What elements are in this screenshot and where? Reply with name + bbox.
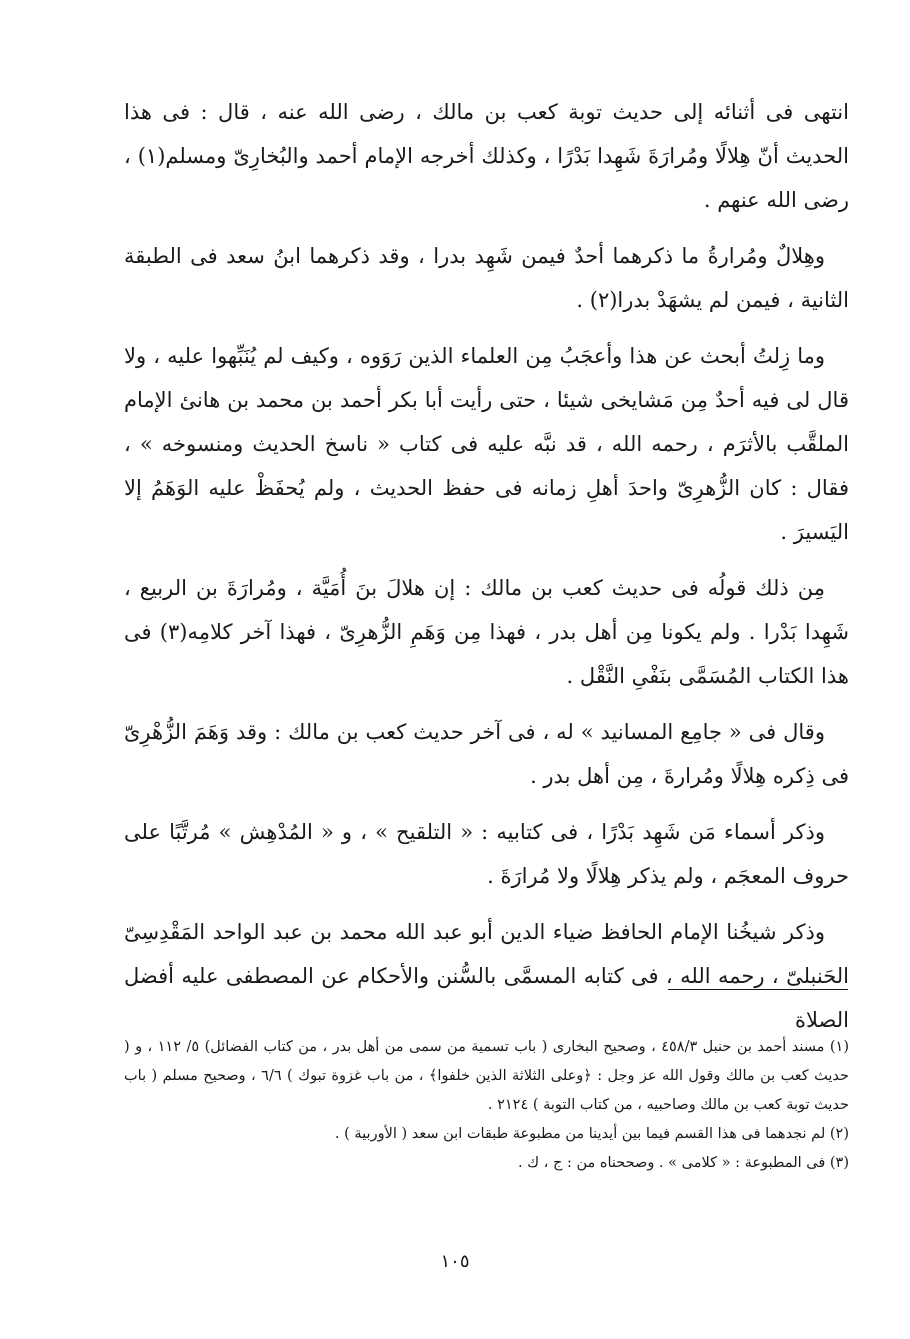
footnote-2: (٢) لم نجدهما فى هذا القسم فيما بين أيدينا من مطبوعة طبقات ابن سعد ( الأوربية ) . [334,1126,849,1142]
footnotes [124,1033,849,1178]
paragraph-5: وقال فى « جامِع المسانيد » له ، فى آخر حديث كعب بن مالك : وقد وَهَمَ الزُّهْرِىّ فى ذِكره هِلالًا ومُرارةَ ، مِن أهل بدر . [124,720,849,788]
paragraph-7: وذكر شيخُنا الإمام الحافظ ضياء الدين أبو عبد الله محمد بن عبد الواحد المَقْدِسِىّ الحَنبلىّ ، رحمه الله ، فى كتابه المسمَّى بالسُّنن والأحكام عن المصطفى عليه أفضل الصلاة [124,920,849,1032]
main-text [124,90,849,1054]
paragraph-6: وذكر أسماء مَن شَهِد بَدْرًا ، فى كتابيه : « التلقيح » ، و « المُدْهِش » مُرتَّبًا على حروف المعجَم ، ولم يذكر هِلالًا ولا مُرارَةَ . [124,820,849,888]
paragraph-1: انتهى فى أثنائه إلى حديث توبة كعب بن مالك ، رضى الله عنه ، قال : فى هذا الحديث أنّ هِلالًا ومُرارَةَ شَهِدا بَدْرًا ، وكذلك أخرجه الإمام أحمد والبُخارِىّ ومسلم(١) ، رضى الله عنهم . [124,100,849,212]
footnote-1: (١) مسند أحمد بن حنبل ٤٥٨/٣ ، وصحيح البخارى ( باب تسمية من سمى من أهل بدر ، من كتاب الفضائل) ٥/ ١١٢ ، و ( حديث كعب بن مالك وقول الله عز وجل : ﴿وعلى الثلاثة الذين خلفوا﴾ ، من باب غزوة تبوك ) ٦/٦ ، وصحيح مسلم ( باب حديث توبة كعب بن مالك وصاحبيه ، من كتاب التوبة ) ٢١٢٤ . [124,1039,849,1113]
page-number: ١٠٥ [440,1251,470,1272]
paragraph-4: مِن ذلك قولُه فى حديث كعب بن مالك : إن هلالَ بنَ أُمَيَّة ، ومُرارَةَ بن الربيع ، شَهِدا بَدْرا . ولم يكونا مِن أهل بدر ، فهذا مِن وَهَمِ الزُّهرِىّ ، فهذا آخر كلامِه(٣) فى هذا الكتاب المُسَمَّى بنَفْىِ النَّقْل . [124,576,849,688]
paragraph-3: وما زِلتُ أبحث عن هذا وأعجَبُ مِن العلماء الذين رَوَوه ، وكيف لم يُنَبِّهوا عليه ، ولا قال لى فيه أحدٌ مِن مَشايخى شيئا ، حتى رأيت أبا بكر أحمد بن محمد بن هانئ الإمام الملقَّب بالأثرَم ، رحمه الله ، قد نبَّه عليه فى كتاب « ناسخ الحديث ومنسوخه » ، فقال : كان الزُّهرِىّ واحدَ أهلِ زمانه فى حفظ الحديث ، ولم يُحفَظْ عليه الوَهَمُ إلا اليَسيرَ . [124,344,849,544]
paragraph-2: وهِلالٌ ومُرارةُ ما ذكرهما أحدٌ فيمن شَهِد بدرا ، وقد ذكرهما ابنُ سعد فى الطبقة الثانية ، فيمن لم يشهَدْ بدرا(٢) . [124,244,849,312]
footnote-separator [668,989,848,990]
footnote-3: (٣) فى المطبوعة : « كلامى » . وصححناه من : ج ، ك . [517,1155,849,1171]
